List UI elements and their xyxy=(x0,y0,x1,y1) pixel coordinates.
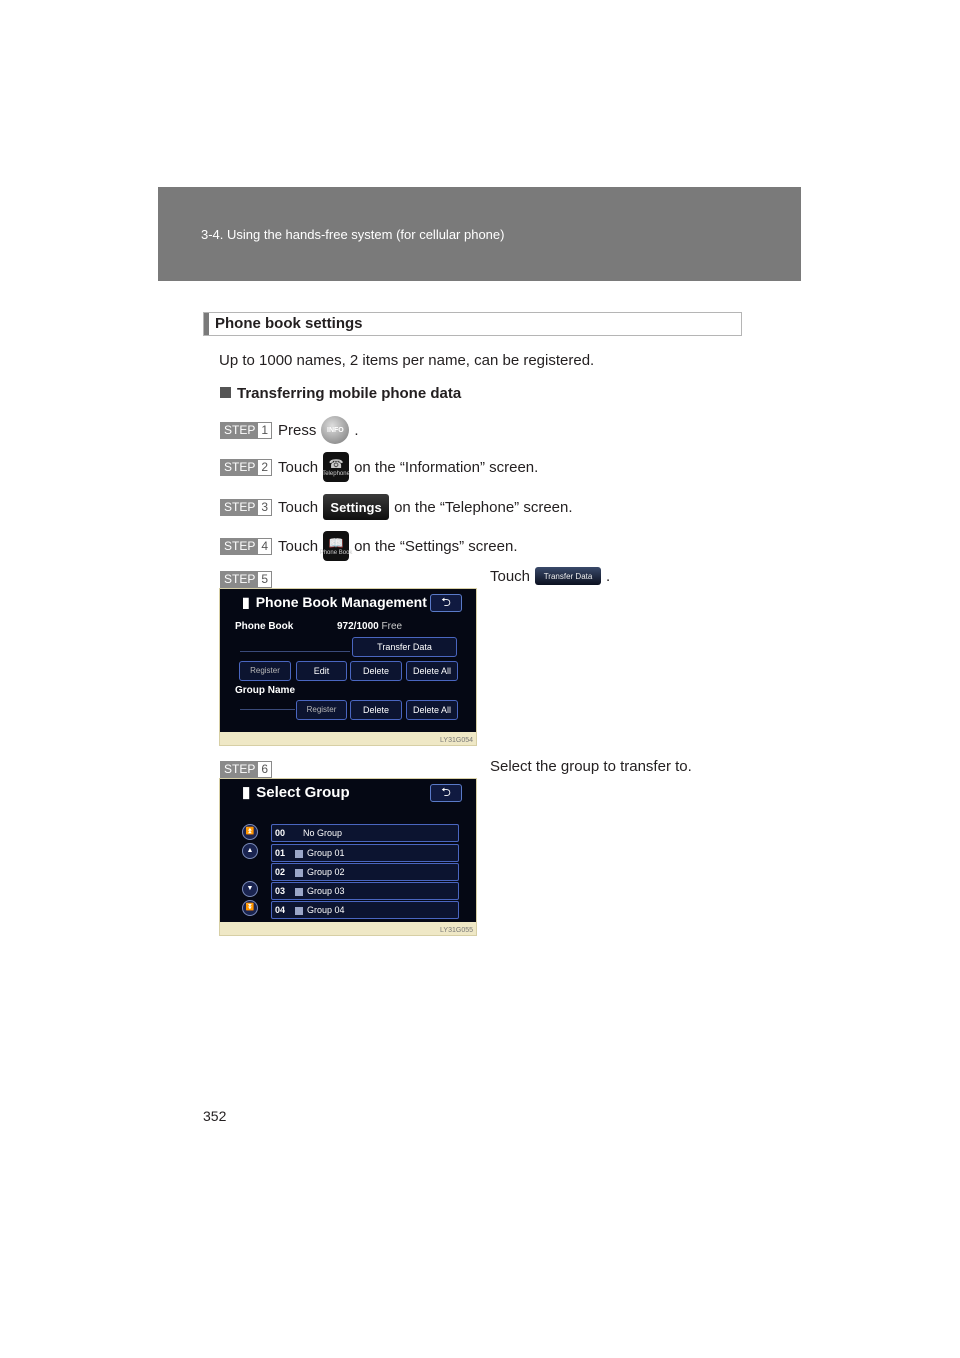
group-delete-button[interactable]: Delete xyxy=(350,700,402,720)
figure-code: LY31G055 xyxy=(440,927,473,934)
chapter-title: 3-4. Using the hands-free system (for cellular phone) xyxy=(201,227,505,242)
screen-title-1: ▮ Phone Book Management xyxy=(242,594,427,610)
step-5-verb: Touch xyxy=(490,567,531,585)
phone-book-label: Phone Book xyxy=(235,621,294,632)
step-5-tag-line xyxy=(220,571,278,588)
step-3-verb: Touch xyxy=(278,498,319,516)
subheading xyxy=(220,385,461,402)
group-icon xyxy=(295,850,303,858)
step-3 xyxy=(220,494,573,520)
screen-title-2: ▮ Select Group xyxy=(242,784,350,801)
section-accent xyxy=(204,313,209,335)
step-1-after: . xyxy=(354,421,359,439)
group-name-label: Group Name xyxy=(235,685,296,696)
group-row[interactable]: 01 Group 01 xyxy=(271,844,459,862)
square-bullet-icon xyxy=(220,387,231,398)
screen-frame xyxy=(220,922,476,935)
page-number: 352 xyxy=(203,1108,227,1124)
step-4-after: on the “Settings” screen. xyxy=(354,537,518,555)
screen-frame xyxy=(220,732,476,745)
group-icon xyxy=(295,907,303,915)
divider xyxy=(240,709,295,710)
step-tag: STEP 2 xyxy=(220,459,272,476)
step-2-after: on the “Information” screen. xyxy=(354,458,539,476)
group-icon xyxy=(295,888,303,896)
step-6-tag-line xyxy=(220,761,278,778)
scroll-up-icon[interactable]: ▲ xyxy=(242,843,258,859)
step-1 xyxy=(220,416,359,444)
group-row[interactable]: 02 Group 02 xyxy=(271,863,459,881)
figure-code: LY31G054 xyxy=(440,737,473,744)
register-button[interactable]: Register xyxy=(239,661,291,681)
subheading-text: Transferring mobile phone data xyxy=(237,385,462,402)
transfer-data-button-icon: Transfer Data xyxy=(535,567,601,585)
step-5-after: . xyxy=(606,567,611,585)
step-5-caption xyxy=(490,567,610,585)
phone-book-management-screen xyxy=(219,588,477,746)
delete-all-button[interactable]: Delete All xyxy=(406,661,458,681)
step-1-verb: Press xyxy=(278,421,317,439)
edit-button[interactable]: Edit xyxy=(296,661,347,681)
group-icon xyxy=(295,869,303,877)
page-up-icon[interactable]: ⏫ xyxy=(242,824,258,840)
telephone-icon: ☎ Telephone xyxy=(323,452,349,482)
group-row[interactable]: 00 No Group xyxy=(271,824,459,842)
step-4 xyxy=(220,531,517,561)
delete-button[interactable]: Delete xyxy=(350,661,402,681)
section-title: Phone book settings xyxy=(215,315,363,332)
step-tag: STEP 1 xyxy=(220,422,272,439)
divider xyxy=(240,651,350,652)
settings-button-icon: Settings xyxy=(323,494,389,520)
back-button[interactable]: ⮌ xyxy=(430,784,462,802)
step-3-after: on the “Telephone” screen. xyxy=(394,498,573,516)
phone-book-count: 972/1000 Free xyxy=(337,621,403,632)
step-4-verb: Touch xyxy=(278,537,319,555)
step-tag: STEP 3 xyxy=(220,499,272,516)
intro-text: Up to 1000 names, 2 items per name, can be registered. xyxy=(219,352,595,369)
group-delete-all-button[interactable]: Delete All xyxy=(406,700,458,720)
step-tag: STEP 4 xyxy=(220,538,272,555)
step-tag: STEP 5 xyxy=(220,571,272,588)
group-row[interactable]: 03 Group 03 xyxy=(271,882,459,900)
step-tag: STEP 6 xyxy=(220,761,272,778)
step-6-caption: Select the group to transfer to. xyxy=(490,758,692,775)
info-button-icon: INFO xyxy=(321,416,349,444)
step-2 xyxy=(220,452,538,482)
select-group-screen xyxy=(219,778,477,936)
back-button[interactable]: ⮌ xyxy=(430,594,462,612)
group-register-button[interactable]: Register xyxy=(296,700,347,720)
scroll-down-icon[interactable]: ▼ xyxy=(242,881,258,897)
step-2-verb: Touch xyxy=(278,458,319,476)
chapter-header xyxy=(158,187,801,281)
group-row[interactable]: 04 Group 04 xyxy=(271,901,459,919)
section-heading xyxy=(203,312,742,336)
phone-book-icon: 📖 Phone Book xyxy=(323,531,349,561)
transfer-data-button[interactable]: Transfer Data xyxy=(352,637,457,657)
page-down-icon[interactable]: ⏬ xyxy=(242,900,258,916)
